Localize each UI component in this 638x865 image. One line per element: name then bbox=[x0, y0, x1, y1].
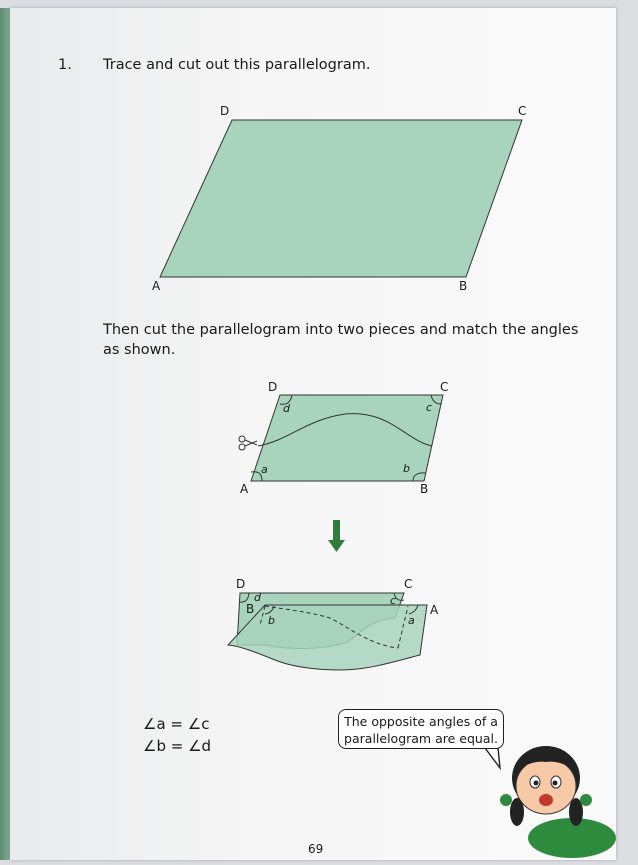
matched-vertex-b: B bbox=[246, 602, 255, 616]
matched-angle-a: a bbox=[408, 614, 415, 627]
speech-bubble: The opposite angles of a parallelogram are equal. bbox=[338, 709, 504, 749]
equation-b-d: ∠b = ∠d bbox=[143, 737, 212, 755]
scissors-icon bbox=[239, 436, 257, 450]
girl-character-icon bbox=[500, 746, 616, 858]
matched-angle-b: b bbox=[268, 614, 275, 627]
cut-angle-b: b bbox=[403, 462, 410, 475]
cut-vertex-a: A bbox=[240, 482, 249, 496]
equation-a-c: ∠a = ∠c bbox=[143, 715, 210, 733]
cut-angle-d: d bbox=[283, 402, 290, 415]
matched-vertex-d: D bbox=[236, 577, 246, 591]
matched-piece-right bbox=[228, 605, 427, 670]
cut-vertex-b: B bbox=[420, 482, 429, 496]
main-parallelogram bbox=[160, 120, 522, 277]
arrow-down-icon bbox=[328, 520, 345, 552]
cut-vertex-c: C bbox=[440, 380, 449, 394]
matched-vertex-a: A bbox=[430, 603, 439, 617]
matched-angle-c: c bbox=[390, 594, 397, 607]
exercise-instruction: Trace and cut out this parallelogram. bbox=[103, 57, 371, 73]
cut-angle-c: c bbox=[426, 401, 433, 414]
matched-angle-d: d bbox=[254, 591, 261, 604]
vertex-c-label: C bbox=[518, 104, 527, 118]
exercise-number: 1. bbox=[58, 57, 72, 73]
vertex-b-label: B bbox=[459, 279, 468, 293]
vertex-d-label: D bbox=[220, 104, 230, 118]
step-instruction: Then cut the parallelogram into two pieces and match the angles as shown. bbox=[103, 322, 579, 358]
matched-vertex-c: C bbox=[404, 577, 413, 591]
cut-angle-a: a bbox=[261, 463, 268, 476]
vertex-a-label: A bbox=[152, 279, 161, 293]
cut-vertex-d: D bbox=[268, 380, 278, 394]
page-number: 69 bbox=[308, 842, 324, 856]
